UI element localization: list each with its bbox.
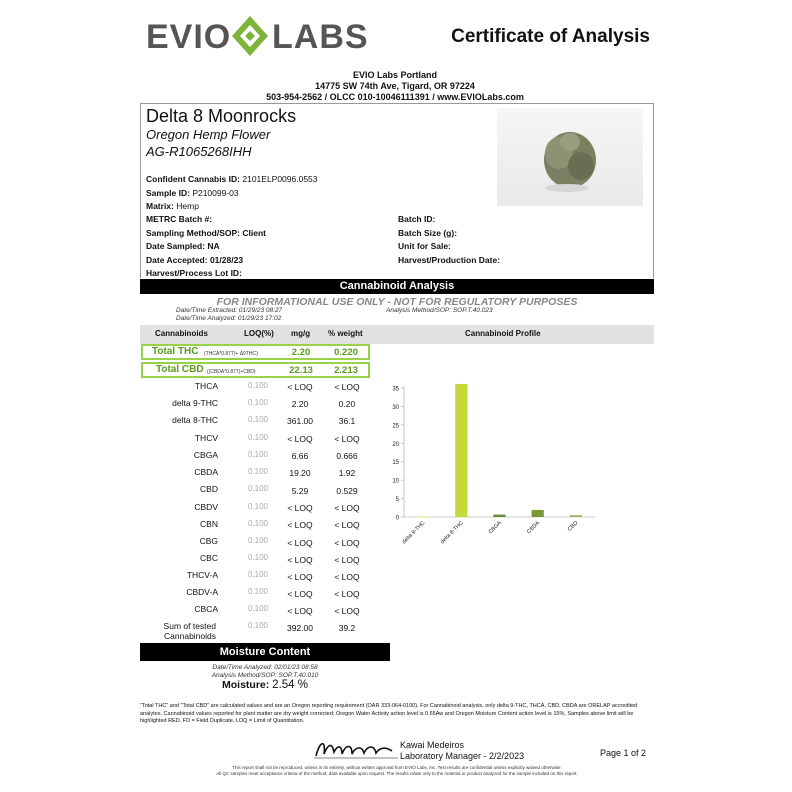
- date-analyzed: Date/Time Analyzed: 01/29/23 17:02: [176, 315, 282, 322]
- row-name: delta 8-THC: [172, 415, 218, 425]
- product-photo: [497, 108, 643, 206]
- row-mg: < LOQ: [287, 589, 313, 599]
- page-number: Page 1 of 2: [599, 748, 646, 758]
- moisture-analyzed: Date/Time Analyzed: 02/01/23 08:58: [212, 664, 318, 671]
- chart-y-tick-label: 35: [392, 386, 399, 393]
- row-name: CBD: [200, 484, 218, 494]
- field-date-sampled: Date Sampled: NA: [146, 241, 220, 251]
- row-loq: 0.100: [247, 502, 269, 511]
- total-cbd-formula: ((CBDA*0.877)+CBD): [207, 369, 256, 375]
- row-pct: < LOQ: [334, 382, 360, 392]
- cannabinoid-profile-chart: [380, 380, 620, 555]
- row-name: CBCA: [194, 604, 218, 614]
- lab-name: EVIO Labs Portland: [352, 70, 437, 80]
- row-loq: 0.100: [247, 450, 269, 459]
- chart-bar: [417, 516, 429, 517]
- product-code: AG-R1065268IHH: [146, 144, 252, 159]
- row-mg: 5.29: [291, 486, 309, 496]
- field-confident-id: Confident Cannabis ID: 2101ELP0096.0553: [146, 174, 318, 184]
- moisture-label: Moisture:: [222, 679, 270, 691]
- logo-text-evio: EVIO: [146, 18, 232, 56]
- row-mg: 2.20: [291, 399, 309, 409]
- chart-x-tick-label: CBDA: [526, 520, 542, 536]
- row-mg: < LOQ: [287, 503, 313, 513]
- row-mg: < LOQ: [287, 538, 313, 548]
- moisture-meta: [140, 664, 390, 680]
- disclaimer: [140, 765, 654, 777]
- chart-y-tick-label: 10: [392, 478, 399, 485]
- field-sampling: Sampling Method/SOP: Client: [146, 228, 266, 238]
- field-sample-id: Sample ID: P210099-03: [146, 188, 239, 198]
- row-mg: < LOQ: [287, 382, 313, 392]
- row-sum-pct: 39.2: [338, 623, 356, 633]
- row-sum-loq: 0.100: [247, 621, 269, 630]
- field-harvest-lot: Harvest/Process Lot ID:: [146, 268, 242, 278]
- row-pct: 36.1: [338, 416, 356, 426]
- row-loq: 0.100: [247, 519, 269, 528]
- row-loq: 0.100: [247, 536, 269, 545]
- disclaimer-line-2: All QC samples meet acceptance criteria of the method, data available upon request. The results relate only to the material or product analyzed for the sample included on this report.: [216, 771, 578, 776]
- chart-y-tick-label: 15: [392, 460, 399, 467]
- col-pct-weight: % weight: [328, 329, 363, 338]
- total-cbd-label: Total CBD: [156, 364, 204, 375]
- signer-name: Kawai Medeiros: [400, 740, 465, 750]
- chart-grid: [401, 386, 595, 517]
- cannabinoid-profile-title: Cannabinoid Profile: [465, 329, 541, 338]
- col-loq: LOQ(%): [244, 329, 274, 338]
- informational-use-notice: FOR INFORMATIONAL USE ONLY - NOT FOR REGULATORY PURPOSES: [216, 296, 578, 308]
- field-batch-id: Batch ID:: [398, 214, 436, 224]
- total-thc-formula: (THCA*0.877)+ Δ9THC): [204, 351, 258, 357]
- product-type: Oregon Hemp Flower: [146, 127, 271, 142]
- logo-text-labs: LABS: [272, 18, 369, 56]
- chart-y-tick-label: 25: [392, 423, 399, 430]
- lab-contact: 503-954-2562 / OLCC 010-10046111391 / www.EVIOLabs.com: [266, 92, 524, 102]
- row-pct: < LOQ: [334, 555, 360, 565]
- row-mg: 361.00: [287, 416, 313, 426]
- chart-bar: [532, 510, 544, 517]
- col-cannabinoids: Cannabinoids: [155, 329, 208, 338]
- chart-bar: [570, 515, 582, 517]
- row-name: THCV: [194, 433, 218, 443]
- row-loq: 0.100: [247, 381, 269, 390]
- row-mg: < LOQ: [287, 434, 313, 444]
- chart-y-tick-label: 0: [395, 515, 399, 522]
- row-name: THCV-A: [186, 570, 218, 580]
- disclaimer-line-1: This report shall not be reproduced, unless in its entirety, without written approval from EVIO Labs, Inc. Test results are confidential unless explicitly waived otherwise.: [232, 765, 562, 770]
- table-header-bar: [140, 325, 654, 344]
- total-thc-label: Total THC: [152, 346, 199, 357]
- row-pct: < LOQ: [334, 538, 360, 548]
- row-pct: < LOQ: [334, 503, 360, 513]
- row-loq: 0.100: [247, 570, 269, 579]
- row-sum-name: Sum of tested Cannabinoids: [163, 621, 216, 641]
- footnote: "Total THC" and "Total CBD" are calculated values and are an Oregon reporting requirement (OAR 333-064-0100). For Cannabinoid analysis, only delta 9-THC, THCA, CBD, CBDA are ORELAP accredited analytes. Cannabinoid values reported for plant matter are dry weight corrected; Oregon Water Activity action level is 0.65Aw and Oregon Moisture Content action level is 15%, Samples above limit will be highlighted RED, FD = Field Duplicate, LOQ = Limit of Quantitation.: [140, 703, 638, 724]
- row-pct: < LOQ: [334, 572, 360, 582]
- chart-x-tick-label: CBGA: [487, 520, 503, 536]
- total-cbd-mg: 22.13: [289, 365, 313, 376]
- field-harvest-production: Harvest/Production Date:: [398, 255, 501, 265]
- row-loq: 0.100: [247, 587, 269, 596]
- col-mg-g: mg/g: [291, 329, 311, 338]
- analysis-method: Analysis Method/SOP: SOP.T.40.023: [386, 307, 493, 314]
- row-pct: < LOQ: [334, 520, 360, 530]
- row-pct: < LOQ: [334, 606, 360, 616]
- lab-info: [140, 70, 650, 103]
- row-sum-mg: 392.00: [287, 623, 313, 633]
- chart-y-tick-label: 30: [392, 404, 399, 411]
- row-loq: 0.100: [247, 484, 269, 493]
- row-pct: 0.529: [336, 486, 358, 496]
- total-thc-mg: 2.20: [291, 347, 311, 358]
- field-matrix: Matrix: Hemp: [146, 201, 199, 211]
- chart-x-tick-label: CBD: [566, 520, 580, 533]
- row-loq: 0.100: [247, 604, 269, 613]
- chart-labels: [392, 387, 579, 546]
- field-metrc: METRC Batch #:: [146, 214, 213, 224]
- row-name: CBG: [199, 536, 218, 546]
- lab-address: 14775 SW 74th Ave, Tigard, OR 97224: [315, 81, 475, 91]
- moisture-result: [140, 679, 390, 691]
- field-batch-size: Batch Size (g):: [398, 228, 458, 238]
- row-loq: 0.100: [247, 467, 269, 476]
- row-mg: < LOQ: [287, 572, 313, 582]
- row-pct: 0.666: [336, 451, 358, 461]
- chart-y-tick-label: 5: [395, 497, 399, 504]
- product-name: Delta 8 Moonrocks: [146, 106, 297, 126]
- chart-x-tick-label: delta 9-THC: [401, 520, 427, 546]
- product-photo-image: [497, 108, 643, 206]
- chart-bar: [493, 515, 505, 517]
- signer-title: Laboratory Manager - 2/2/2023: [400, 751, 525, 761]
- row-loq: 0.100: [247, 433, 269, 442]
- row-name: CBC: [200, 553, 218, 563]
- evio-labs-logo: [140, 12, 369, 62]
- signature-image: [312, 736, 400, 762]
- row-loq: 0.100: [247, 553, 269, 562]
- row-pct: < LOQ: [334, 589, 360, 599]
- row-name: CBGA: [193, 450, 218, 460]
- chart-y-tick-label: 20: [392, 441, 399, 448]
- row-name: CBN: [200, 519, 218, 529]
- row-name: CBDA: [194, 467, 218, 477]
- row-pct: < LOQ: [334, 434, 360, 444]
- row-loq: 0.100: [247, 415, 269, 424]
- moisture-content-header: Moisture Content: [140, 643, 390, 661]
- date-extracted: Date/Time Extracted: 01/29/23 08:27: [176, 307, 283, 314]
- moisture-value: 2.54 %: [272, 679, 308, 691]
- row-loq: 0.100: [247, 398, 269, 407]
- evio-leaf-icon: [228, 12, 272, 60]
- chart-bar: [455, 384, 467, 517]
- row-name: CBDV: [194, 502, 218, 512]
- row-pct: 1.92: [338, 468, 356, 478]
- row-mg: < LOQ: [287, 606, 313, 616]
- row-mg: 19.20: [289, 468, 311, 478]
- row-mg: < LOQ: [287, 520, 313, 530]
- moisture-method: Analysis Method/SOP: SOP.T.40.010: [211, 672, 319, 679]
- chart-x-tick-label: delta 8-THC: [439, 520, 465, 546]
- row-pct: 0.20: [338, 399, 356, 409]
- certificate-title: Certificate of Analysis: [451, 26, 650, 47]
- signer-block: [400, 740, 524, 762]
- cannabinoid-analysis-header: Cannabinoid Analysis: [140, 279, 654, 294]
- field-unit-sale: Unit for Sale:: [398, 241, 451, 251]
- field-date-accepted: Date Accepted: 01/28/23: [146, 255, 244, 265]
- chart-bars: [417, 384, 582, 518]
- row-mg: 6.66: [291, 451, 309, 461]
- row-name: CBDV-A: [186, 587, 218, 597]
- total-cbd-pct: 2.213: [334, 365, 358, 376]
- row-mg: < LOQ: [287, 555, 313, 565]
- row-name: THCA: [194, 381, 218, 391]
- row-name: delta 9-THC: [172, 398, 218, 408]
- total-thc-pct: 0.220: [334, 347, 358, 358]
